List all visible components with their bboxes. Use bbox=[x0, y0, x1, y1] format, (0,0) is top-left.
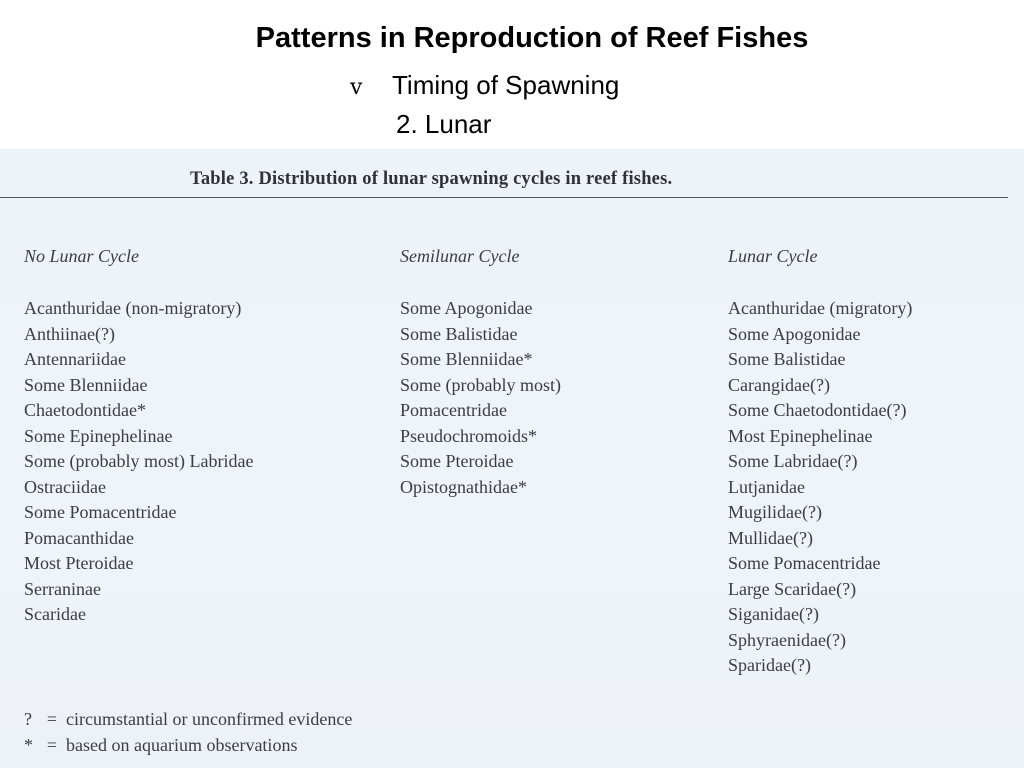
family-entry: Mugilidae(?) bbox=[728, 502, 822, 522]
footnote-equals: = bbox=[46, 709, 58, 729]
family-entry: Most Epinephelinae bbox=[728, 425, 873, 446]
family-entry: Anthiinae(?) bbox=[24, 323, 115, 344]
family-entry: Scaridae bbox=[24, 604, 86, 624]
family-entry: Some Pomacentridae bbox=[728, 553, 881, 573]
family-entry: Chaetodontidae* bbox=[24, 400, 146, 420]
family-entry: Some Balistidae bbox=[400, 323, 518, 344]
family-entry: Ostraciidae bbox=[24, 476, 106, 497]
family-entry: Some Labridae(?) bbox=[728, 451, 858, 471]
footnote-symbol: ? bbox=[24, 709, 32, 729]
family-entry: Pomacanthidae bbox=[24, 527, 134, 548]
column-header: No Lunar Cycle bbox=[24, 246, 139, 266]
footnote bbox=[24, 706, 352, 732]
family-entry: Some (probably most) Labridae bbox=[24, 451, 254, 471]
family-entry: Sparidae(?) bbox=[728, 655, 811, 675]
family-entry: Lutjanidae bbox=[728, 476, 805, 497]
family-entry: Acanthuridae (non-migratory) bbox=[24, 298, 242, 318]
family-entry: Pomacentridae bbox=[400, 400, 507, 420]
table-caption: Table 3. Distribution of lunar spawning cycles in reef fishes. bbox=[190, 169, 673, 189]
column-header: Lunar Cycle bbox=[728, 246, 818, 266]
footnote-text: circumstantial or unconfirmed evidence bbox=[66, 709, 353, 729]
family-entry: Some Pomacentridae bbox=[24, 502, 177, 522]
column-header: Semilunar Cycle bbox=[400, 246, 520, 266]
footnote bbox=[24, 732, 352, 758]
footnote-symbol: * bbox=[24, 735, 33, 755]
family-entry: Some Blenniidae bbox=[24, 374, 148, 395]
table-rule bbox=[0, 197, 1008, 198]
family-entry: Most Pteroidae bbox=[24, 553, 134, 573]
family-entry: Some Apogonidae bbox=[400, 298, 533, 318]
column-lunar-cycle bbox=[728, 245, 912, 679]
sub-point: 2. Lunar bbox=[396, 109, 492, 139]
bullet-point bbox=[350, 70, 619, 101]
family-entry: Antennariidae bbox=[24, 349, 126, 369]
family-entry: Serraninae bbox=[24, 578, 101, 599]
family-entry: Carangidae(?) bbox=[728, 374, 830, 395]
scanned-table-image bbox=[0, 149, 1024, 768]
column-list bbox=[24, 296, 253, 628]
family-entry: Sphyraenidae(?) bbox=[728, 629, 846, 650]
column-list bbox=[400, 296, 561, 500]
family-entry: Some (probably most) bbox=[400, 374, 561, 395]
family-entry: Siganidae(?) bbox=[728, 604, 819, 624]
family-entry: Some Balistidae bbox=[728, 349, 846, 369]
column-semilunar-cycle bbox=[400, 245, 561, 500]
family-entry: Some Chaetodontidae(?) bbox=[728, 400, 907, 420]
column-list bbox=[728, 296, 912, 679]
family-entry: Pseudochromoids* bbox=[400, 425, 537, 446]
column-no-lunar-cycle bbox=[24, 245, 253, 628]
family-entry: Acanthuridae (migratory) bbox=[728, 298, 913, 318]
bullet-icon: v bbox=[350, 75, 363, 100]
family-entry: Mullidae(?) bbox=[728, 527, 813, 548]
family-entry: Opistognathidae* bbox=[400, 476, 527, 497]
family-entry: Some Apogonidae bbox=[728, 323, 861, 344]
slide-title: Patterns in Reproduction of Reef Fishes bbox=[255, 22, 809, 54]
footnote-equals: = bbox=[46, 735, 58, 755]
family-entry: Some Pteroidae bbox=[400, 451, 514, 471]
bullet-text: Timing of Spawning bbox=[392, 70, 620, 100]
family-entry: Some Blenniidae* bbox=[400, 349, 533, 369]
footnotes bbox=[24, 706, 352, 758]
family-entry: Some Epinephelinae bbox=[24, 425, 173, 446]
footnote-text: based on aquarium observations bbox=[66, 735, 298, 755]
family-entry: Large Scaridae(?) bbox=[728, 578, 857, 599]
